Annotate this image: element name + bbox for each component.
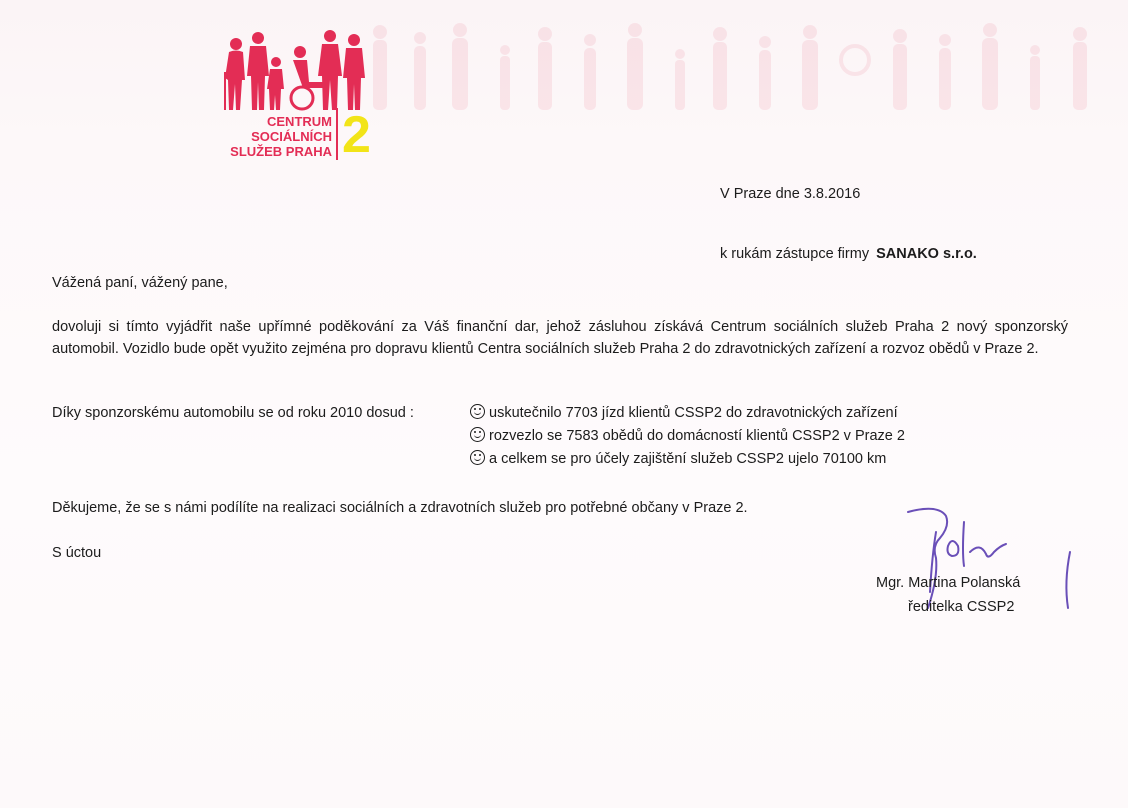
organization-logo (220, 28, 372, 168)
logo-line-1: CENTRUM (267, 114, 332, 129)
stat-text: uskutečnilo 7703 jízd klientů CSSP2 do zdravotnických zařízení (489, 405, 898, 421)
stats-list (470, 402, 905, 471)
recipient-company: SANAKO s.r.o. (876, 246, 977, 262)
logo-line-2: SOCIÁLNÍCH (251, 129, 332, 144)
recipient-line (720, 243, 977, 265)
people-watermark-icon (360, 20, 1120, 115)
logo-number: 2 (336, 108, 371, 160)
smiley-icon (470, 427, 485, 442)
list-item (470, 402, 905, 425)
signer-name: Mgr. Martina Polanská (876, 575, 1021, 591)
logo-line-3: SLUŽEB PRAHA (230, 144, 332, 159)
family-silhouettes-icon (220, 28, 372, 112)
recipient-prefix: k rukám zástupce firmy (720, 246, 870, 262)
thanks-paragraph: Děkujeme, že se s námi podílíte na realizaci sociálních a zdravotních služeb pro potřebné občany v Praze 2. (52, 500, 748, 516)
signer-title: ředitelka CSSP2 (908, 599, 1015, 615)
logo-wordmark (222, 114, 332, 159)
smiley-icon (470, 404, 485, 419)
letter-date: V Praze dne 3.8.2016 (720, 186, 861, 202)
body-paragraph-1: dovoluji si tímto vyjádřit naše upřímné poděkování za Váš finanční dar, jehož zásluhou získává Centrum sociálních služeb Praha 2 nový sponzorský automobil. Vozidlo bude opět využito zejména pro dopravu klientů Centra sociálních služeb Praha 2 do zdravotnických zařízení a rozvoz obědů v Praze 2. (52, 319, 1068, 357)
closing: S úctou (52, 545, 102, 561)
smiley-icon (470, 450, 485, 465)
stats-intro: Díky sponzorskému automobilu se od roku 2010 dosud : (52, 405, 414, 421)
stat-text: rozvezlo se 7583 obědů do domácností klientů CSSP2 v Praze 2 (489, 428, 905, 444)
list-item (470, 448, 905, 471)
stat-text: a celkem se pro účely zajištění služeb CSSP2 ujelo 70100 km (489, 451, 887, 467)
salutation: Vážená paní, vážený pane, (52, 275, 228, 291)
list-item (470, 425, 905, 448)
